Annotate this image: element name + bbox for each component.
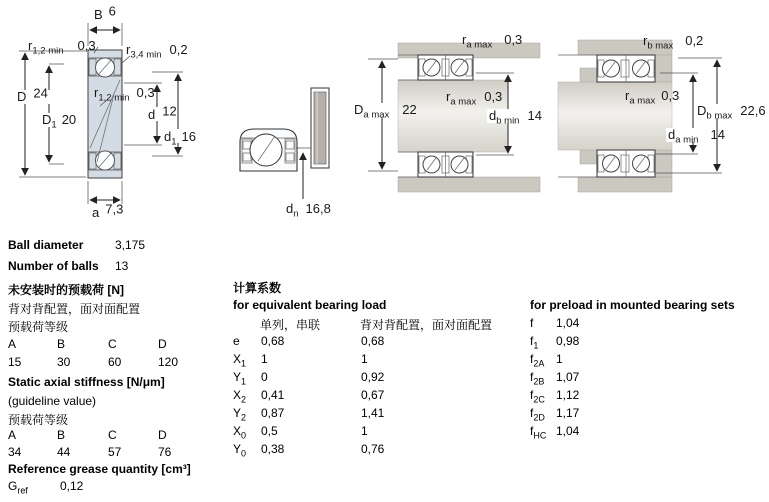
ball [603,60,620,77]
factor-col2-value: 0,92 [361,370,385,384]
diagram-single-bearing-cross-section [0,0,210,225]
factor-col2-value: 1,41 [361,406,385,420]
dim-label-ra-mid: $r_{a max}$ 0,3 [446,89,503,108]
factor-col2-value: 0,68 [361,334,385,348]
grease-row [8,479,148,496]
preload-d: 120 [158,355,179,369]
preload-values-row [8,355,208,369]
ball-diameter-label: Ball diameter [8,238,84,252]
stiffness-values-row [8,445,208,459]
preload-row-f [530,316,630,330]
preload-c: 60 [108,355,122,369]
preload-row-fhc [530,424,630,441]
calc-factors-subtitle: for equivalent bearing load [233,298,387,312]
factor-value: 1,12 [556,388,580,402]
grease-value: 0,12 [60,479,84,493]
abutment-sleeve [311,88,329,168]
dim-label-D1: $D_1$ 20 [42,112,77,131]
dim-label-D: D 24 [17,85,48,104]
calc-row-x2 [233,388,513,405]
factor-symbol: $f_{2B}$ [530,370,545,387]
stiffness-title: Static axial stiffness [N/μm] [8,375,165,389]
stiffness-note: (guideline value) [8,394,97,408]
preload-class-header-row [8,337,208,351]
dim-label-d: d 12 [148,103,177,122]
preload-row-f2d [530,406,630,423]
preload-unmounted-title: 未安装时的预载荷 [N] [8,283,124,297]
calc-row-y2 [233,406,513,423]
dim-label-r12-mid: $r_{1,2 min}$ 0,3 [94,85,155,104]
dim-label-d1: $d_1$ 16 [164,129,196,148]
class-c: C [108,337,117,351]
class-a: A [8,337,17,351]
factor-col1-value: 1 [261,352,268,366]
preload-class-label: 预载荷等级 [8,320,69,334]
ball-diameter-value: 3,175 [115,238,146,252]
number-of-balls-value: 13 [115,259,129,273]
stiffness-c: 57 [108,445,122,459]
dim-label-dn: $d_n$ 16,8 [286,201,331,220]
factor-col1-value: 0,5 [261,424,278,438]
factor-value: 1,07 [556,370,580,384]
factor-symbol: $Y_2$ [233,406,247,423]
class-a: A [8,428,17,442]
dim-label-Db: $D_{b max}$ 22,6 [697,103,766,122]
factor-symbol: $f_1$ [530,334,539,351]
factor-value: 1,04 [556,316,580,330]
preload-row-f1 [530,334,630,351]
factor-symbol: $X_1$ [233,352,247,369]
number-of-balls-label: Number of balls [8,259,99,273]
factor-symbol: $f_{2C}$ [530,388,545,405]
factor-symbol: $Y_0$ [233,442,247,459]
factor-col2-value: 0,76 [361,442,385,456]
factor-col1-value: 0,41 [261,388,285,402]
ball [250,134,282,166]
calc-col2-header: 背对背配置，面对面配置 [360,318,493,332]
dim-label-db: $d_{b min}$ 14 [489,108,542,127]
stiffness-class-label: 预载荷等级 [8,413,69,427]
grease-title: Reference grease quantity [cm³] [8,462,191,476]
factor-value: 1,17 [556,406,580,420]
calc-row-y1 [233,370,513,387]
spec-row-number-of-balls [8,259,218,273]
bearing-front-view [240,129,297,171]
preload-row-f2b [530,370,630,387]
factor-col2-value: 1 [361,352,368,366]
preload-unmounted-subtitle: 背对背配置，面对面配置 [8,302,141,316]
factor-symbol: f [530,316,534,330]
ball [633,155,650,172]
diagram-mounted-pair-housing [350,25,550,212]
calc-row-x1 [233,352,513,369]
calc-col1-header: 单列，串联 [260,318,321,332]
dim-label-r12-top: $r_{1,2 min}$ 0,3 [28,38,96,57]
dim-label-ra-mid: $r_{a max}$ 0,3 [625,88,680,107]
class-d: D [158,428,167,442]
factor-col1-value: 0,87 [261,406,285,420]
factor-symbol: $X_2$ [233,388,247,405]
preload-row-f2a [530,352,630,369]
dim-label-da: $d_{a min}$ 14 [668,127,725,146]
preload-row-f2c [530,388,630,405]
factor-col1-value: 0 [261,370,268,384]
class-b: B [57,337,66,351]
diagram-mounted-pair-shaft [550,25,769,212]
factor-col2-value: 1 [361,424,368,438]
preload-a: 15 [8,355,22,369]
calc-row-y0 [233,442,513,459]
factor-symbol: $f_{2A}$ [530,352,545,369]
factor-col1-value: 0,68 [261,334,285,348]
ball [603,155,620,172]
calc-row-x0 [233,424,513,441]
factor-col1-value: 0,38 [261,442,285,456]
factor-value: 1,04 [556,424,580,438]
factor-symbol: $f_{2D}$ [530,406,545,423]
factor-symbol: $X_0$ [233,424,247,441]
calc-row-e [233,334,513,348]
class-c: C [108,428,117,442]
spec-row-ball-diameter [8,238,218,252]
factor-symbol: $Y_1$ [233,370,247,387]
factor-symbol: e [233,334,240,348]
calc-factors-title: 计算系数 [233,281,282,295]
factor-value: 0,98 [556,334,580,348]
preload-factors-title: for preload in mounted bearing sets [530,298,735,312]
factor-symbol: $f_{HC}$ [530,424,547,441]
factor-col2-value: 0,67 [361,388,385,402]
stiffness-a: 34 [8,445,22,459]
factor-value: 1 [556,352,563,366]
dim-label-r34-top: $r_{3,4 min}$ 0,2 [126,42,188,61]
stiffness-d: 76 [158,445,172,459]
dim-label-rb-top: $r_{b max}$ 0,2 [643,33,704,52]
class-d: D [158,337,167,351]
dim-label-ra-top: $r_{a max}$ 0,3 [462,32,523,51]
stiffness-b: 44 [57,445,71,459]
preload-b: 30 [57,355,71,369]
grease-symbol: $G_{ref}$ [8,479,28,496]
ball [633,60,650,77]
diagram-abutment [225,78,350,224]
class-b: B [57,428,66,442]
dim-label-B: B 6 [94,3,116,22]
stiffness-class-header-row [8,428,208,442]
dim-label-a: a 7,3 [92,201,124,220]
dim-label-Da: $D_{a max}$ 22 [354,102,417,121]
bearing-body [88,50,122,178]
